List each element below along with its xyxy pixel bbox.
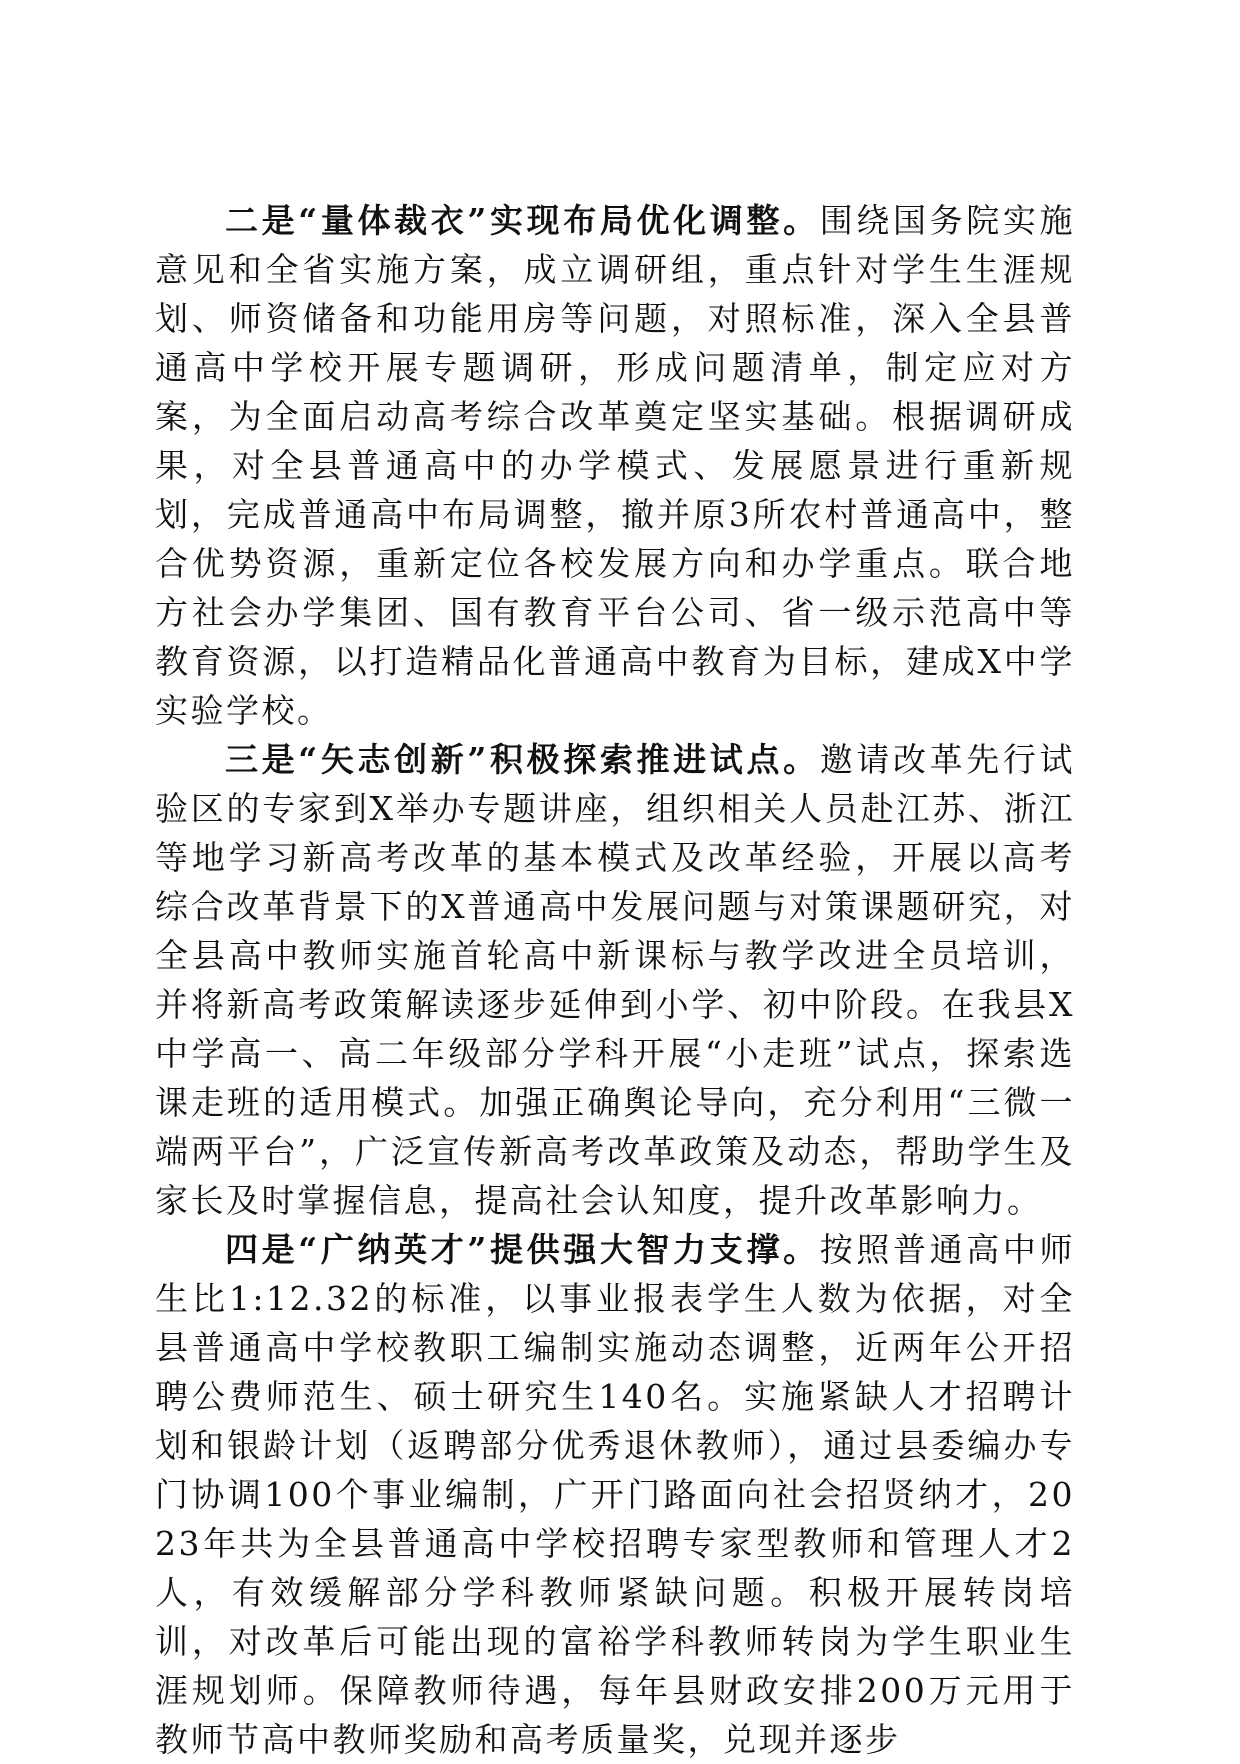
paragraph-heading: 三是“矢志创新”积极探索推进试点。	[225, 740, 820, 779]
paragraph-text: 围绕国务院实施意见和全省实施方案，成立调研组，重点针对学生生涯规划、师资储备和功能用房等问题，对照标准，深入全县普通高中学校开展专题调研，形成问题清单，制定应对方案，为全面启动高考综合改革奠定坚实基础。根据调研成果，对全县普通高中的办学模式、发展愿景进行重新规划，完成普通高中布局调整，撤并原3所农村普通高中，整合优势资源，重新定位各校发展方向和办学重点。联合地方社会办学集团、国有教育平台公司、省一级示范高中等教育资源，以打造精品化普通高中教育为目标，建成X中学实验学校。	[155, 201, 1076, 730]
document-body	[155, 196, 1075, 1764]
paragraph-text: 按照普通高中师生比1:12.32的标准，以事业报表学生人数为依据，对全县普通高中学校教职工编制实施动态调整，近两年公开招聘公费师范生、硕士研究生140名。实施紧缺人才招聘计划和银龄计划（返聘部分优秀退休教师），通过县委编办专门协调100个事业编制，广开门路面向社会招贤纳才，2023年共为全县普通高中学校招聘专家型教师和管理人才2人，有效缓解部分学科教师紧缺问题。积极开展转岗培训，对改革后可能出现的富裕学科教师转岗为学生职业生涯规划师。保障教师待遇，每年县财政安排200万元用于教师节高中教师奖励和高考质量奖，兑现并逐步	[155, 1230, 1076, 1759]
paragraph-innovation-pilot	[155, 735, 1075, 1225]
paragraph-heading: 二是“量体裁衣”实现布局优化调整。	[225, 201, 820, 240]
paragraph-talent-support	[155, 1225, 1075, 1764]
paragraph-heading: 四是“广纳英才”提供强大智力支撑。	[225, 1230, 820, 1269]
paragraph-text: 邀请改革先行试验区的专家到X举办专题讲座，组织相关人员赴江苏、浙江等地学习新高考改革的基本模式及改革经验，开展以高考综合改革背景下的X普通高中发展问题与对策课题研究，对全县高中教师实施首轮高中新课标与教学改进全员培训，并将新高考政策解读逐步延伸到小学、初中阶段。在我县X中学高一、高二年级部分学科开展“小走班”试点，探索选课走班的适用模式。加强正确舆论导向，充分利用“三微一端两平台”，广泛宣传新高考改革政策及动态，帮助学生及家长及时掌握信息，提高社会认知度，提升改革影响力。	[155, 740, 1076, 1220]
paragraph-layout-optimization	[155, 196, 1075, 735]
